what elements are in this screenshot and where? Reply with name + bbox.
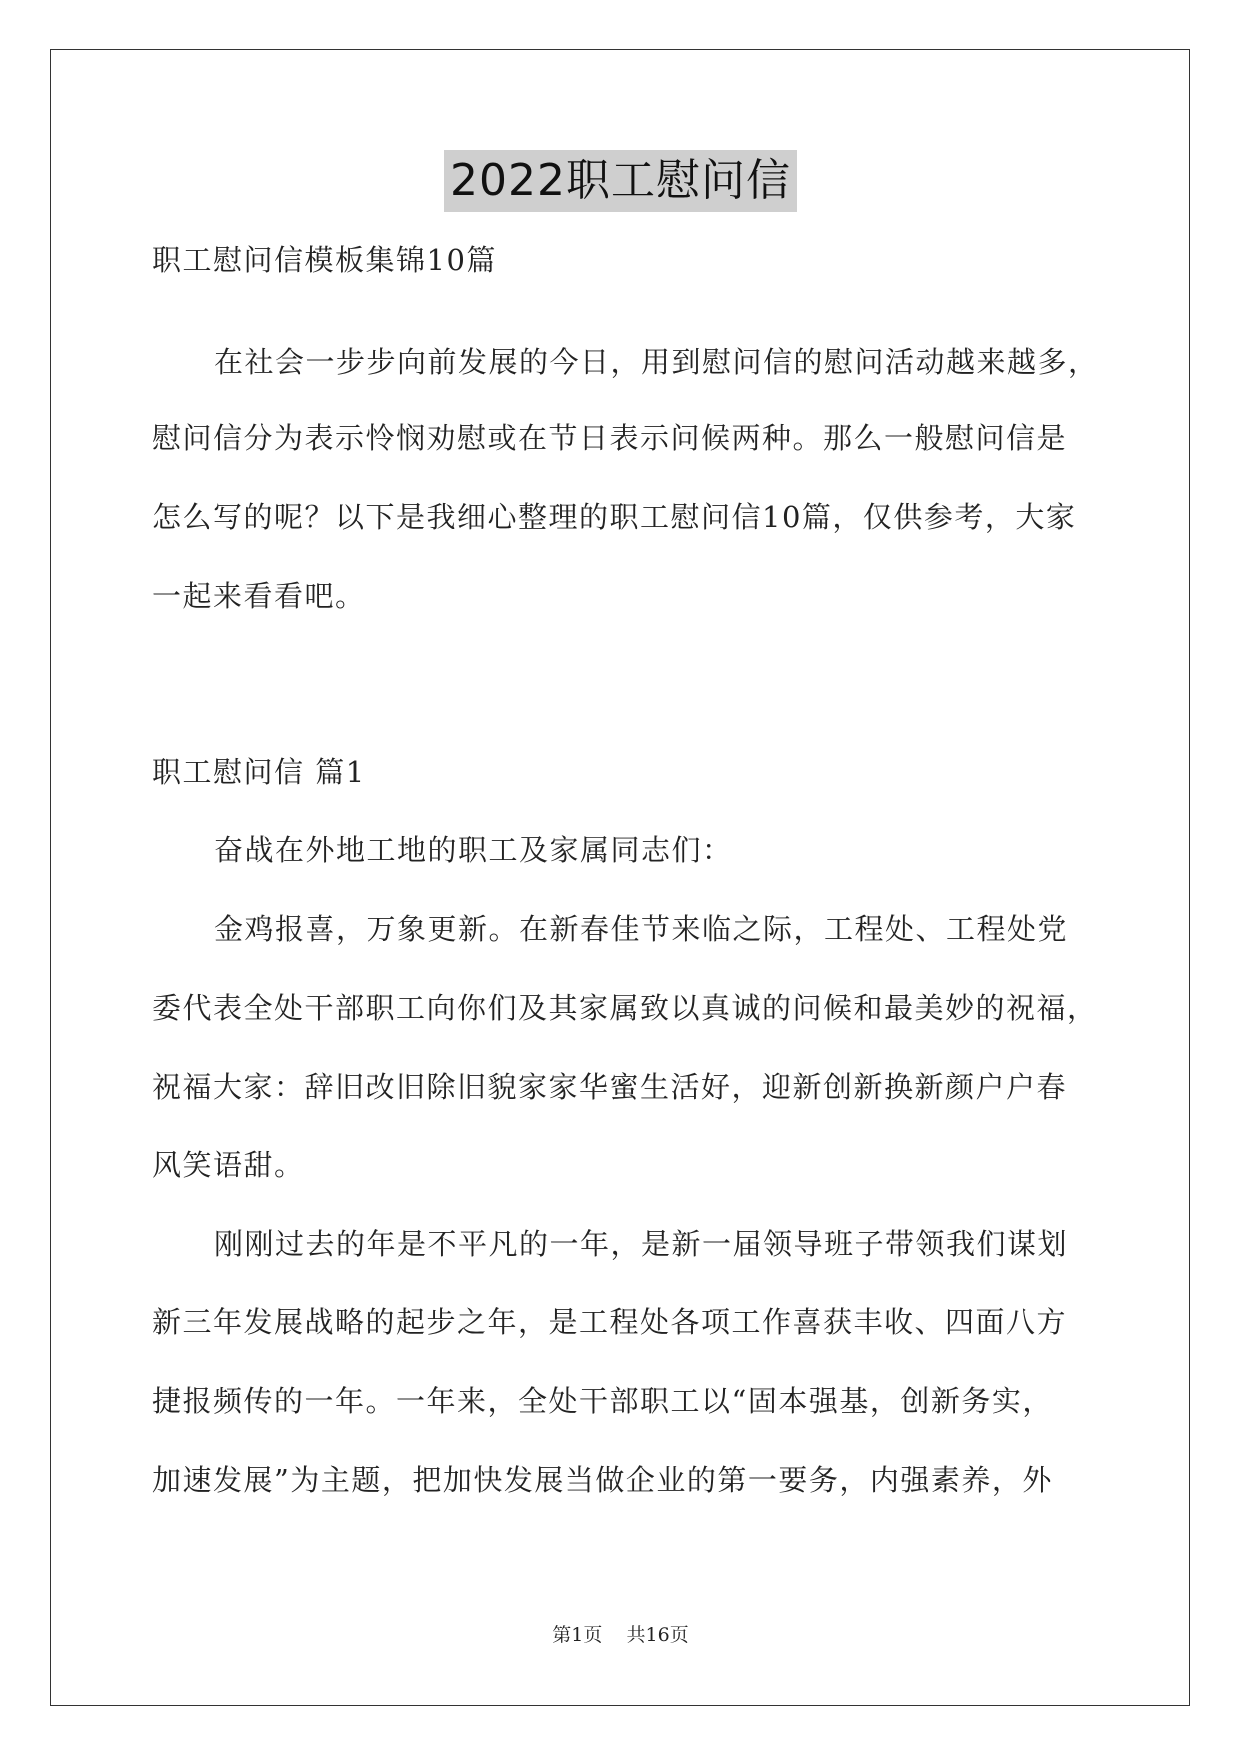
intro-line: 在社会一步步向前发展的今日，用到慰问信的慰问活动越来越多，: [214, 345, 1099, 379]
intro-line: 一起来看看吧。: [152, 579, 366, 613]
paragraph-line: 祝福大家：辞旧改旧除旧貌家家华蜜生活好，迎新创新换新颜户户春: [152, 1070, 1068, 1104]
paragraph-line: 风笑语甜。: [152, 1148, 305, 1182]
page-footer: [0, 1622, 1241, 1648]
intro-line: 怎么写的呢？以下是我细心整理的职工慰问信10篇，仅供参考，大家: [152, 500, 1077, 534]
intro-line: 慰问信分为表示怜悯劝慰或在节日表示问候两种。那么一般慰问信是: [152, 421, 1068, 455]
paragraph-line: 新三年发展战略的起步之年，是工程处各项工作喜获丰收、四面八方: [152, 1305, 1068, 1339]
page-total: 共16页: [626, 1624, 689, 1646]
paragraph-line: 委代表全处干部职工向你们及其家属致以真诚的问候和最美妙的祝福，: [152, 991, 1098, 1025]
paragraph-line: 刚刚过去的年是不平凡的一年，是新一届领导班子带领我们谋划: [214, 1227, 1069, 1261]
paragraph-line: 金鸡报喜，万象更新。在新春佳节来临之际，工程处、工程处党: [214, 912, 1069, 946]
document-subtitle: 职工慰问信模板集锦10篇: [152, 243, 497, 277]
title-container: [0, 150, 1241, 212]
section-heading: 职工慰问信 篇1: [152, 755, 366, 789]
paragraph-line: 捷报频传的一年。一年来，全处干部职工以“固本强基，创新务实，: [152, 1384, 1053, 1418]
document-title: 2022职工慰问信: [444, 150, 797, 212]
page-number: 第1页: [552, 1624, 603, 1646]
paragraph-line: 加速发展”为主题，把加快发展当做企业的第一要务，内强素养，外: [152, 1463, 1053, 1497]
page-border: [50, 49, 1190, 1706]
salutation: 奋战在外地工地的职工及家属同志们：: [214, 833, 733, 867]
